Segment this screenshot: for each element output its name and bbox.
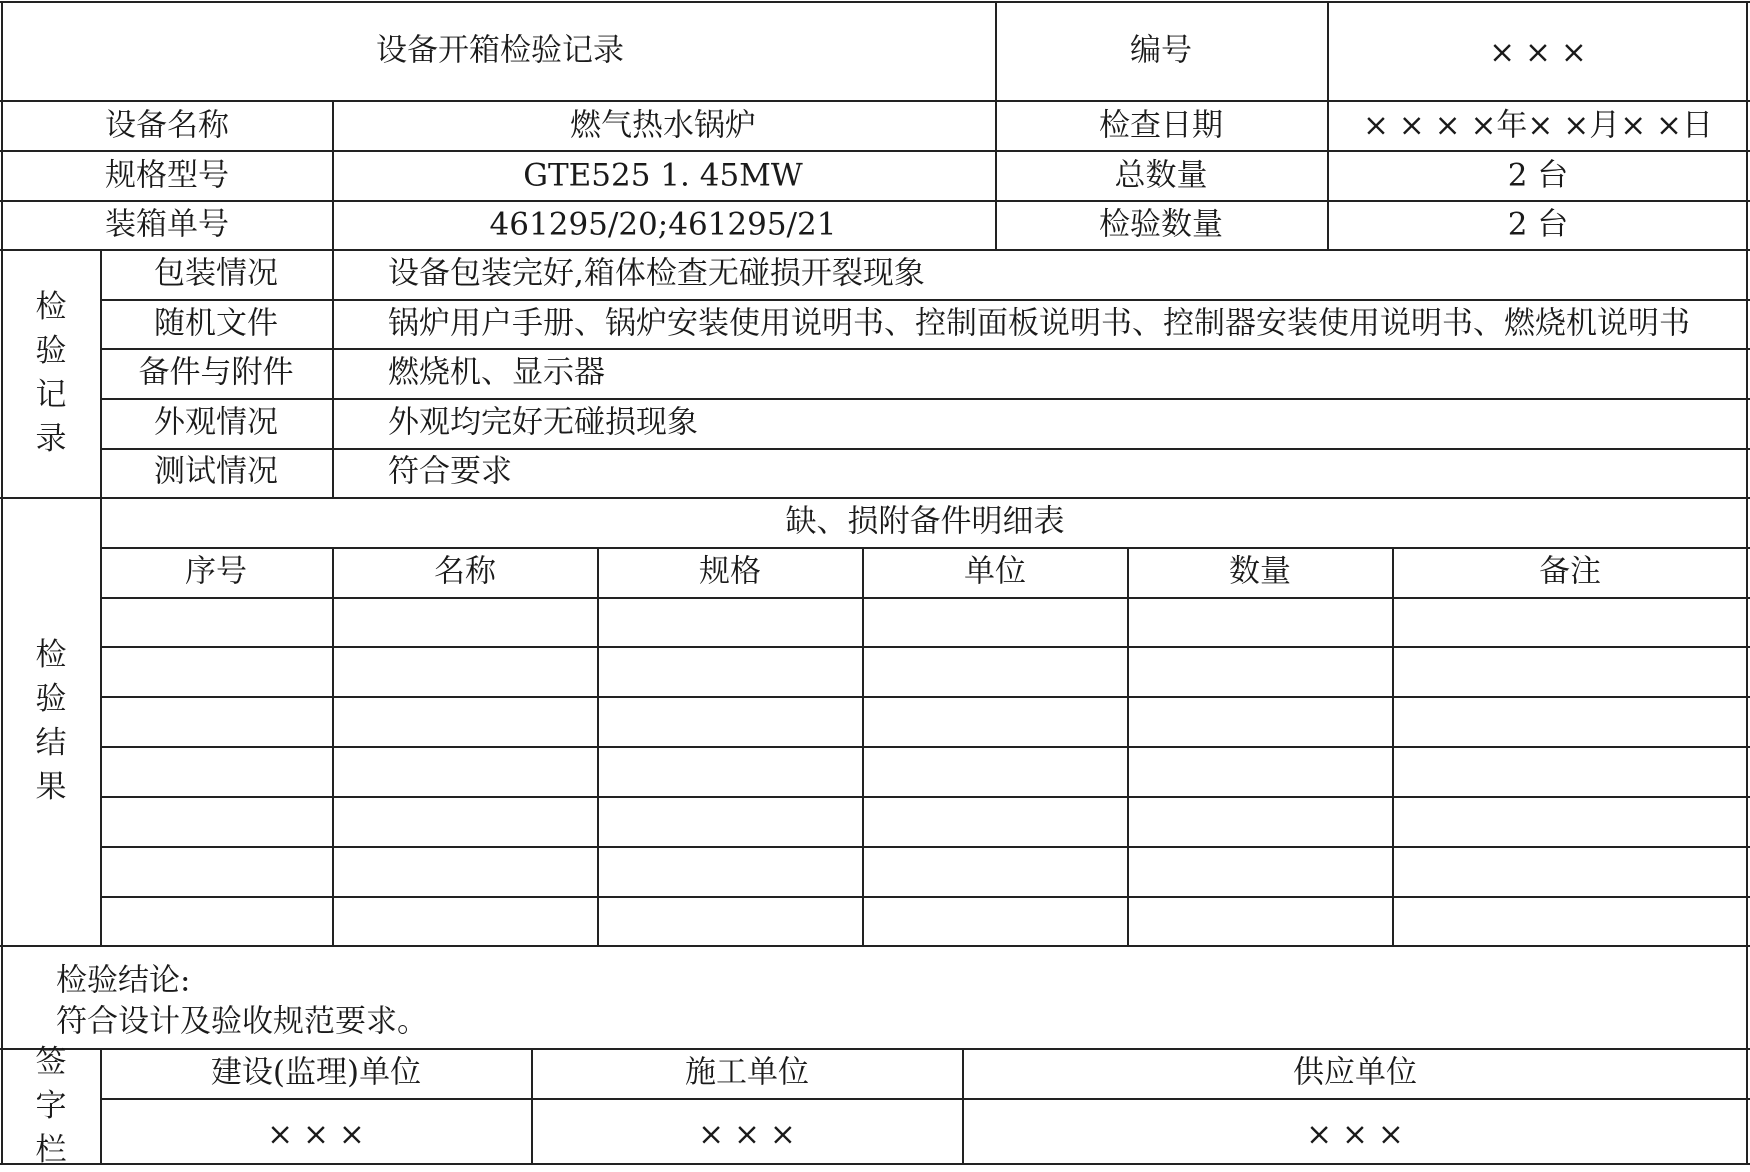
record-value-testing: 符合要求 [388,453,512,490]
rule-bottom [0,1163,1750,1165]
info-value-packing-no: 461295/20;461295/21 [489,206,837,243]
rule-result-row-1 [100,646,1750,648]
conclusion-text: 符合设计及验收规范要求。 [56,1003,428,1040]
record-label-appearance: 外观情况 [154,404,278,441]
rule-result-col-1 [332,547,334,945]
record-label-documents: 随机文件 [154,305,278,342]
info-label-model: 规格型号 [105,157,229,194]
rule-header-bottom [0,100,1750,102]
rule-header-col-1 [995,1,997,249]
info-label-inspected-qty: 检验数量 [1099,206,1223,243]
info-label-total-qty: 总数量 [1114,157,1208,194]
result-col-header: 序号 [185,553,247,590]
rule-result-col-4 [1127,547,1129,945]
rule-conclusion-bottom [0,1048,1750,1050]
info-value-model: GTE525 1. 45MW [523,157,803,194]
rule-side-col-upper [100,249,102,945]
record-label-packaging: 包装情况 [154,255,278,292]
rule-info-col [332,100,334,497]
code-value: × × × [1489,34,1587,71]
record-label-accessories: 备件与附件 [138,354,294,391]
rule-result-row-2 [100,696,1750,698]
rule-record-2 [100,348,1750,350]
record-value-documents: 锅炉用户手册、锅炉安装使用说明书、控制面板说明书、控制器安装使用说明书、燃烧机说明书 [388,305,1690,342]
result-col-header: 数量 [1229,553,1291,590]
rule-result-bottom [0,945,1750,947]
rule-result-col-5 [1392,547,1394,945]
rule-record-4 [100,448,1750,450]
rule-info-2 [0,200,1750,202]
info-value-total-qty: 2 台 [1507,157,1569,194]
rule-result-row-3 [100,746,1750,748]
rule-result-header [100,597,1750,599]
info-label-device-name: 设备名称 [105,107,229,144]
rule-side-col-lower [100,1048,102,1165]
rule-record-bottom [0,497,1750,499]
rule-header-col-2 [1327,1,1329,249]
info-value-inspected-qty: 2 台 [1507,206,1569,243]
record-value-accessories: 燃烧机、显示器 [388,354,605,391]
rule-result-row-5 [100,846,1750,848]
result-table-title: 缺、损附备件明细表 [785,503,1065,540]
code-label: 编号 [1130,32,1192,69]
rule-info-bottom [0,249,1750,251]
signature-value-contractor: × × × [698,1116,796,1153]
rule-result-col-2 [597,547,599,945]
signature-col-owner: 建设(监理)单位 [210,1054,422,1091]
signature-col-contractor: 施工单位 [685,1054,809,1091]
result-col-header: 规格 [699,553,761,590]
rule-signature-col-2 [962,1048,964,1165]
info-label-packing-no: 装箱单号 [105,206,229,243]
signature-col-supplier: 供应单位 [1293,1054,1417,1091]
signature-value-supplier: × × × [1306,1116,1404,1153]
conclusion-label: 检验结论: [56,962,191,999]
info-value-check-date: × × × ×年× ×月× ×日 [1362,107,1714,144]
info-value-device-name: 燃气热水锅炉 [570,107,756,144]
result-col-header: 名称 [434,553,496,590]
rule-result-row-6 [100,896,1750,898]
result-col-header: 单位 [964,553,1026,590]
info-label-check-date: 检查日期 [1099,107,1223,144]
rule-result-col-3 [862,547,864,945]
rule-info-1 [0,150,1750,152]
record-value-packaging: 设备包装完好,箱体检查无碰损开裂现象 [388,255,925,292]
rule-left [1,1,3,1165]
rule-signature-mid [100,1098,1750,1100]
signature-side-label: 签字栏 [35,1044,67,1168]
rule-result-title [100,547,1750,549]
rule-signature-col-1 [531,1048,533,1165]
rule-result-row-4 [100,796,1750,798]
record-label-testing: 测试情况 [154,453,278,490]
signature-value-owner: × × × [267,1116,365,1153]
rule-right [1746,1,1748,1165]
record-side-label: 检验记录 [35,289,67,457]
rule-record-1 [100,299,1750,301]
result-col-header: 备注 [1539,553,1601,590]
rule-record-3 [100,398,1750,400]
rule-top [0,1,1750,3]
form-title: 设备开箱检验记录 [376,32,624,69]
result-side-label: 检验结果 [35,637,67,805]
record-value-appearance: 外观均完好无碰损现象 [388,404,698,441]
